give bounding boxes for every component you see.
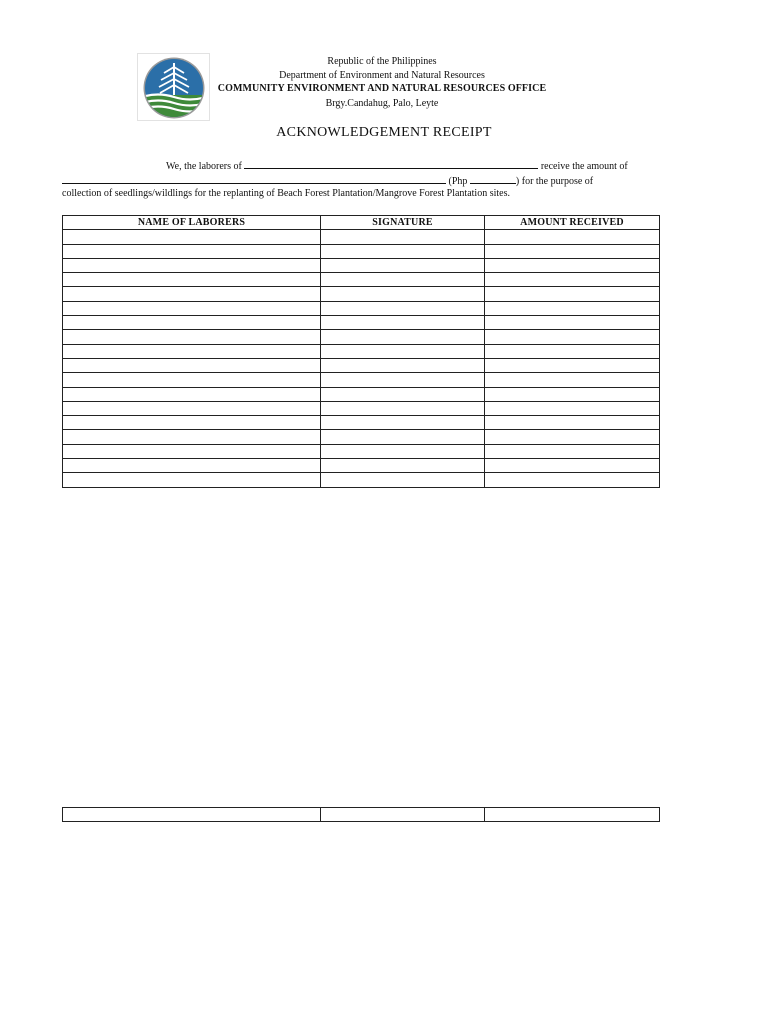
header-department: Department of Environment and Natural Resources [279, 70, 485, 81]
signature-cell[interactable] [321, 273, 485, 287]
amount-cell[interactable] [485, 473, 660, 487]
receive-text: receive the amount of [540, 161, 628, 172]
table-row [63, 473, 660, 487]
signature-cell[interactable] [321, 330, 485, 344]
signature-cell[interactable] [321, 358, 485, 372]
signature-cell[interactable] [321, 301, 485, 315]
name-cell[interactable] [63, 416, 321, 430]
table-row [63, 287, 660, 301]
name-cell[interactable] [63, 230, 321, 244]
signature-cell[interactable] [321, 373, 485, 387]
name-cell[interactable] [63, 401, 321, 415]
intro-text: We, the laborers of [166, 161, 242, 172]
amount-cell[interactable] [485, 416, 660, 430]
page-title: ACKNOWLEDGEMENT RECEIPT [276, 125, 492, 140]
signature-cell[interactable] [321, 416, 485, 430]
name-cell[interactable] [63, 287, 321, 301]
header-address: Brgy.Candahug, Palo, Leyte [325, 98, 439, 109]
amount-cell[interactable] [485, 244, 660, 258]
amount-cell[interactable] [485, 287, 660, 301]
signature-cell[interactable] [321, 444, 485, 458]
table-row [63, 258, 660, 272]
name-cell[interactable] [63, 808, 321, 822]
amount-cell[interactable] [485, 444, 660, 458]
signature-cell[interactable] [321, 244, 485, 258]
amount-words-blank[interactable] [62, 174, 446, 184]
signature-cell[interactable] [321, 401, 485, 415]
column-header-signature: SIGNATURE [321, 216, 485, 230]
amount-cell[interactable] [485, 273, 660, 287]
laborers-group-blank[interactable] [244, 159, 538, 169]
table-row [63, 244, 660, 258]
amount-cell[interactable] [485, 301, 660, 315]
signature-cell[interactable] [321, 808, 485, 822]
table-row [63, 387, 660, 401]
table-row [63, 273, 660, 287]
column-header-name: NAME OF LABORERS [63, 216, 321, 230]
denr-seal-icon [142, 57, 206, 119]
name-cell[interactable] [63, 258, 321, 272]
signature-cell[interactable] [321, 459, 485, 473]
signature-cell[interactable] [321, 258, 485, 272]
amount-cell[interactable] [485, 401, 660, 415]
footer-table [62, 807, 660, 822]
table-row [63, 430, 660, 444]
name-cell[interactable] [63, 387, 321, 401]
name-cell[interactable] [63, 430, 321, 444]
header-office: COMMUNITY ENVIRONMENT AND NATURAL RESOURCES OFFICE [217, 83, 547, 94]
body-line-3: collection of seedlings/wildlings for the replanting of Beach Forest Plantation/Mangrove Forest Plantation sites. [62, 188, 510, 199]
table-row [63, 444, 660, 458]
name-cell[interactable] [63, 330, 321, 344]
table-row [63, 344, 660, 358]
amount-cell[interactable] [485, 358, 660, 372]
name-cell[interactable] [63, 344, 321, 358]
php-close-text: ) for the purpose of [515, 176, 594, 187]
name-cell[interactable] [63, 358, 321, 372]
amount-cell[interactable] [485, 387, 660, 401]
name-cell[interactable] [63, 459, 321, 473]
signature-cell[interactable] [321, 387, 485, 401]
table-row [63, 316, 660, 330]
table-row [63, 416, 660, 430]
table-row [63, 358, 660, 372]
table-row [63, 459, 660, 473]
table-row [63, 373, 660, 387]
name-cell[interactable] [63, 316, 321, 330]
amount-cell[interactable] [485, 459, 660, 473]
amount-cell[interactable] [485, 316, 660, 330]
header-republic: Republic of the Philippines [327, 56, 437, 67]
table-row [63, 330, 660, 344]
table-row [63, 301, 660, 315]
laborers-table [62, 215, 660, 488]
name-cell[interactable] [63, 473, 321, 487]
signature-cell[interactable] [321, 430, 485, 444]
signature-cell[interactable] [321, 473, 485, 487]
amount-cell[interactable] [485, 373, 660, 387]
table-row [63, 808, 660, 822]
amount-cell[interactable] [485, 808, 660, 822]
name-cell[interactable] [63, 244, 321, 258]
name-cell[interactable] [63, 373, 321, 387]
php-open-text: (Php [448, 176, 468, 187]
amount-cell[interactable] [485, 330, 660, 344]
signature-cell[interactable] [321, 287, 485, 301]
signature-cell[interactable] [321, 316, 485, 330]
signature-cell[interactable] [321, 344, 485, 358]
amount-php-blank[interactable] [470, 174, 516, 184]
body-line-2 [62, 174, 593, 187]
amount-cell[interactable] [485, 258, 660, 272]
name-cell[interactable] [63, 444, 321, 458]
amount-cell[interactable] [485, 430, 660, 444]
column-header-amount: AMOUNT RECEIVED [485, 216, 660, 230]
name-cell[interactable] [63, 301, 321, 315]
amount-cell[interactable] [485, 344, 660, 358]
amount-cell[interactable] [485, 230, 660, 244]
signature-cell[interactable] [321, 230, 485, 244]
body-line-1 [166, 159, 628, 172]
table-row [63, 230, 660, 244]
table-row [63, 401, 660, 415]
name-cell[interactable] [63, 273, 321, 287]
